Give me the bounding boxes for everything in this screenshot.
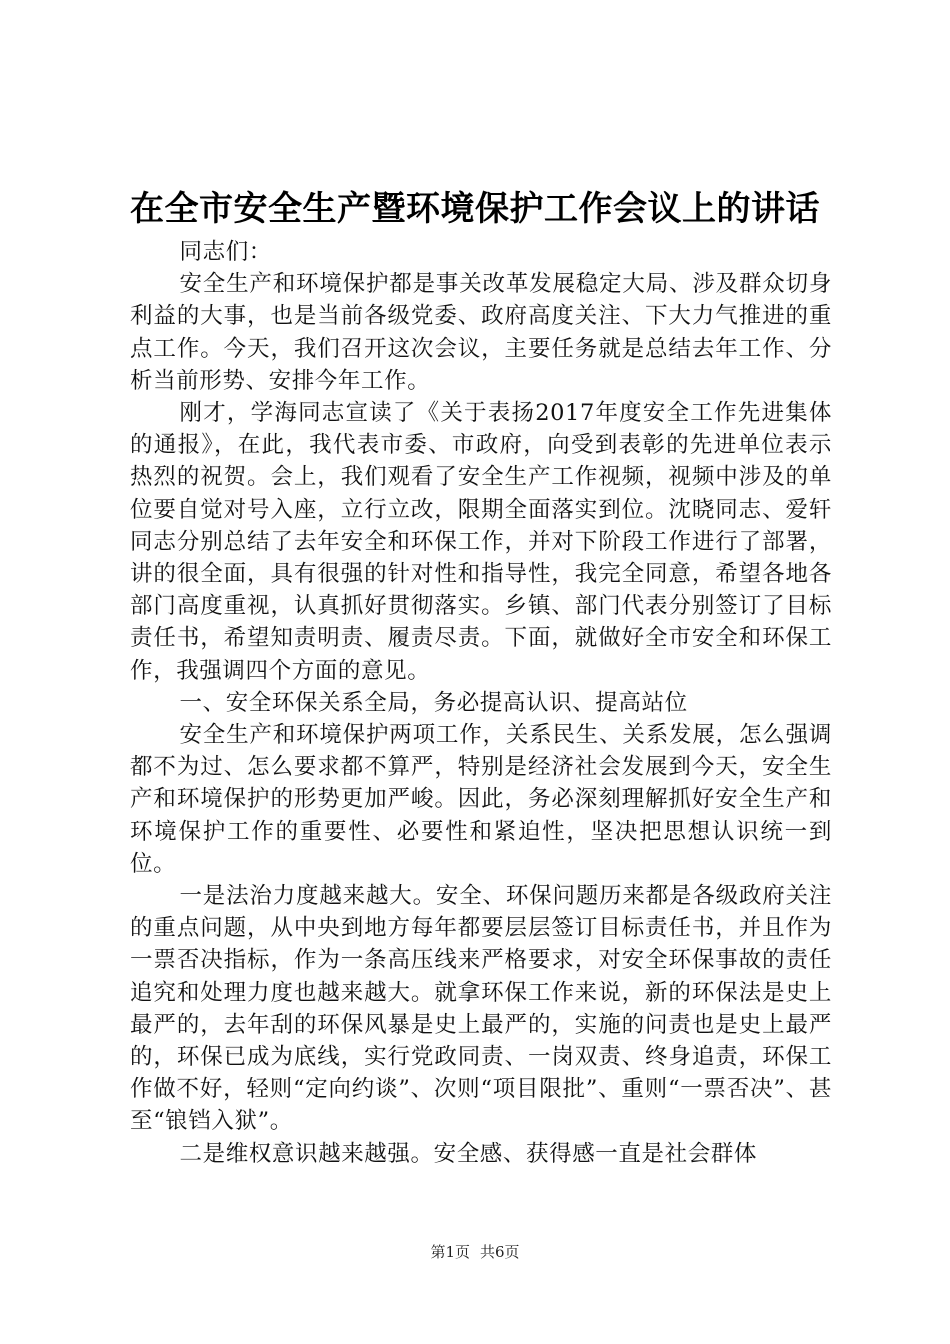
page-total: 共6页 — [480, 1243, 520, 1261]
paragraph: 二是维权意识越来越强。安全感、获得感一直是社会群体 — [179, 1140, 758, 1167]
document-title: 在全市安全生产暨环境保护工作会议上的讲话 — [130, 189, 820, 229]
salutation: 同志们： — [179, 239, 272, 265]
paragraph: 一是法治力度越来越大。安全、环保问题历来都是各级政府关注的重点问题，从中央到地方每年都要层层签订目标责任书，并且作为一票否决指标，作为一条高压线来严格要求，对安全环保事故的责任追究和处理力度也越来越大。就拿环保工作来说，新的环保法是史上最严的，去年刮的环保风暴是史上最严的，实施的问责也是史上最严的，环保已成为底线，实行党政同责、一岗双责、终身追责，环保工作做不好，轻则“定向约谈”、次则“项目限批”、重则“一票否决”、甚至“锒铛入狱”。 — [130, 883, 832, 1135]
paragraph: 刚才，学海同志宣读了《关于表扬2017年度安全工作先进集体的通报》，在此，我代表市委、市政府，向受到表彰的先进单位表示热烈的祝贺。会上，我们观看了安全生产工作视频，视频中涉及的单位要自觉对号入座，立行立改，限期全面落实到位。沈晓同志、爱轩同志分别总结了去年安全和环保工作，并对下阶段工作进行了部署，讲的很全面，具有很强的针对性和指导性，我完全同意，希望各地各部门高度重视，认真抓好贯彻落实。乡镇、部门代表分别签订了目标责任书，希望知责明责、履责尽责。下面，就做好全市安全和环保工作，我强调四个方面的意见。 — [130, 400, 832, 684]
document-body — [130, 236, 832, 1170]
section-heading: 一、安全环保关系全局，务必提高认识、提高站位 — [179, 689, 688, 716]
paragraph: 安全生产和环境保护都是事关改革发展稳定大局、涉及群众切身利益的大事，也是当前各级党委、政府高度关注、下大力气推进的重点工作。今天，我们召开这次会议，主要任务就是总结去年工作、分析当前形势、安排今年工作。 — [130, 271, 832, 394]
page-footer — [0, 1242, 950, 1262]
page-number: 第1页 — [430, 1243, 470, 1261]
paragraph: 安全生产和环境保护两项工作，关系民生、关系发展，怎么强调都不为过、怎么要求都不算严，特别是经济社会发展到今天，安全生产和环境保护的形势更加严峻。因此，务必深刻理解抓好安全生产和环境保护工作的重要性、必要性和紧迫性，坚决把思想认识统一到位。 — [130, 722, 832, 877]
